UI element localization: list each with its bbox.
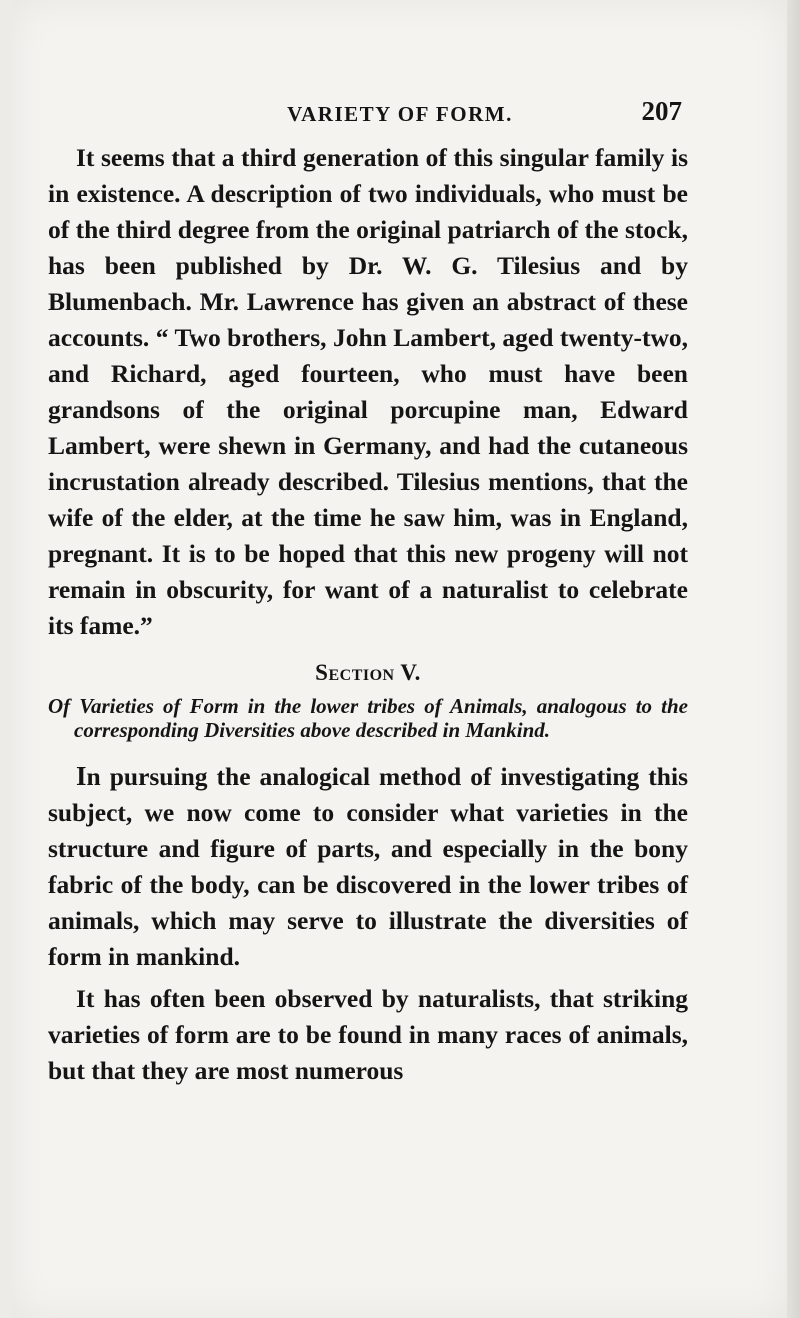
running-title: VARIETY OF FORM. (287, 102, 513, 126)
paragraph-varieties-of-form: It has often been observed by naturalists, that striking varieties of form are to be found in many races of animals, but that they are most numerous (48, 984, 688, 1085)
section-subtitle-text: Of Varieties of Form in the lower tribes of Animals, analogous to the corresponding Diversities above described in Mankind. (48, 694, 688, 742)
page-header (0, 96, 800, 132)
section-subtitle (48, 694, 688, 742)
section-heading: Section V. (315, 660, 421, 685)
paragraph-analogical-method: In pursuing the analogical method of investigating this subject, we now come to consider what varieties in the structure and figure of parts, and especially in the bony fabric of the body, can be discovered in the lower tribes of animals, which may serve to illustrate the diversities of form in mankind. (48, 761, 688, 971)
paragraph-porcupine-family: It seems that a third generation of this singular family is in existence. A description of two individuals, who must be of the third degree from the original patriarch of the stock, has been published by Dr. W. G. Tilesius and by Blumenbach. Mr. Lawrence has given an abstract of these accounts. “ Two brothers, John Lambert, aged twenty-two, and Richard, aged fourteen, who must have been grandsons of the original porcupine man, Edward Lambert, were shewn in Germany, and had the cutaneous incrustation already described. Tilesius mentions, that the wife of the elder, at the time he saw him, was in England, pregnant. It is to be hoped that this new progeny will not remain in obscurity, for want of a naturalist to celebrate its fame.” (48, 143, 688, 640)
page-number: 207 (641, 96, 682, 126)
body-text (48, 140, 688, 1089)
scan-edge (787, 0, 800, 1318)
